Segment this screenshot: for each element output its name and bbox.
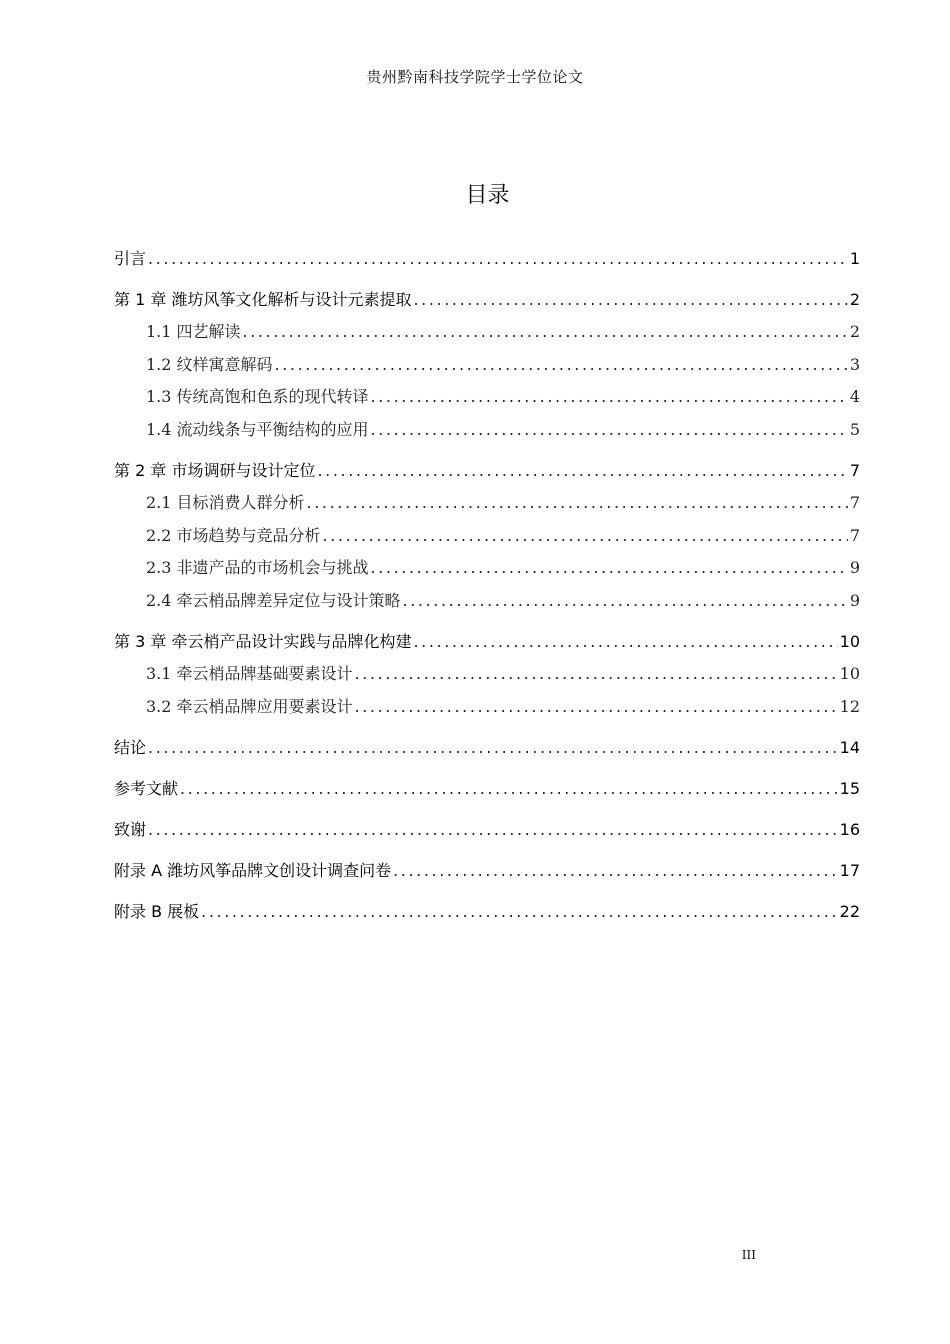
toc-dot-leader xyxy=(413,628,837,656)
toc-entry-page: 10 xyxy=(839,664,860,683)
toc-entry-label: 第 1 章 潍坊风筝文化解析与设计元素提取 xyxy=(114,290,412,309)
toc-dot-leader xyxy=(393,857,838,885)
toc-entry-page: 4 xyxy=(849,387,860,406)
running-header: 贵州黔南科技学院学士学位论文 xyxy=(366,68,584,86)
toc-entry-page: 15 xyxy=(839,779,860,798)
toc-section-entry[interactable] xyxy=(114,416,860,449)
toc-section-entry[interactable] xyxy=(114,318,860,351)
toc-dot-leader xyxy=(148,245,848,273)
toc-dot-leader xyxy=(371,416,848,444)
toc-entry-page: 1 xyxy=(849,249,860,268)
toc-dot-leader xyxy=(243,318,848,346)
toc-dot-leader xyxy=(403,587,848,615)
toc-title: 目录 xyxy=(465,183,510,208)
toc-entry-page: 7 xyxy=(849,525,860,545)
toc-section-entry[interactable] xyxy=(114,522,860,555)
toc-entry-page: 5 xyxy=(849,419,860,439)
toc-entry-page: 14 xyxy=(839,738,860,757)
toc-entry-label: 3.1 牵云梢品牌基础要素设计 xyxy=(146,664,353,683)
toc-chapter-entry[interactable] xyxy=(114,857,860,889)
toc-entry-label: 1.1 四艺解读 xyxy=(146,322,241,341)
toc-entry-label: 第 2 章 市场调研与设计定位 xyxy=(114,461,316,480)
toc-dot-leader xyxy=(317,457,847,485)
toc-entry-page: 3 xyxy=(849,354,860,374)
toc-entry-label: 1.4 流动线条与平衡结构的应用 xyxy=(146,419,369,439)
toc-dot-leader xyxy=(201,898,837,926)
toc-entry-label: 1.3 传统高饱和色系的现代转译 xyxy=(146,387,369,406)
toc-dot-leader xyxy=(180,775,838,803)
toc-entry-page: 2 xyxy=(849,290,860,309)
toc-entry-page: 16 xyxy=(839,820,860,839)
toc-section-entry[interactable] xyxy=(114,351,860,384)
toc-entry-page: 10 xyxy=(839,632,860,651)
toc-chapter-entry[interactable] xyxy=(114,775,860,807)
toc-entry-label: 1.2 纹样寓意解码 xyxy=(146,354,273,374)
toc-chapter-entry[interactable] xyxy=(114,628,860,660)
toc-dot-leader xyxy=(323,522,848,550)
toc-section-entry[interactable] xyxy=(114,693,860,726)
toc-entry-label: 附录 A 潍坊风筝品牌文创设计调查问卷 xyxy=(114,861,392,880)
toc-entry-page: 12 xyxy=(839,696,860,716)
toc-chapter-entry[interactable] xyxy=(114,286,860,318)
toc-entry-label: 2.1 目标消费人群分析 xyxy=(146,493,305,512)
toc-entry-label: 引言 xyxy=(114,249,147,268)
toc-dot-leader xyxy=(148,816,838,844)
page-number: III xyxy=(741,1248,756,1262)
toc-dot-leader xyxy=(307,489,848,517)
toc-entry-label: 致谢 xyxy=(114,820,147,839)
toc-section-entry[interactable] xyxy=(114,554,860,587)
toc-dot-leader xyxy=(413,286,847,314)
toc-entry-label: 附录 B 展板 xyxy=(114,902,200,921)
toc-entry-page: 9 xyxy=(849,558,860,577)
toc-chapter-entry[interactable] xyxy=(114,245,860,277)
toc-section-entry[interactable] xyxy=(114,660,860,693)
toc-entry-page: 2 xyxy=(849,322,860,341)
toc-entry-label: 2.2 市场趋势与竞品分析 xyxy=(146,525,321,545)
toc-chapter-entry[interactable] xyxy=(114,898,860,930)
toc-section-entry[interactable] xyxy=(114,383,860,416)
toc-section-entry[interactable] xyxy=(114,587,860,620)
toc-entry-label: 结论 xyxy=(114,738,147,757)
toc-entry-label: 第 3 章 牵云梢产品设计实践与品牌化构建 xyxy=(114,632,412,651)
toc-entry-label: 3.2 牵云梢品牌应用要素设计 xyxy=(146,696,353,716)
table-of-contents xyxy=(114,245,860,930)
toc-entry-page: 9 xyxy=(849,590,860,610)
toc-dot-leader xyxy=(148,734,838,762)
toc-dot-leader xyxy=(371,383,848,411)
toc-section-entry[interactable] xyxy=(114,489,860,522)
toc-dot-leader xyxy=(355,693,838,721)
toc-dot-leader xyxy=(371,554,848,582)
toc-entry-label: 2.4 牵云梢品牌差异定位与设计策略 xyxy=(146,590,401,610)
toc-entry-page: 7 xyxy=(849,493,860,512)
toc-entry-page: 22 xyxy=(839,902,860,921)
toc-chapter-entry[interactable] xyxy=(114,816,860,848)
toc-dot-leader xyxy=(355,660,838,688)
toc-chapter-entry[interactable] xyxy=(114,734,860,766)
toc-entry-page: 17 xyxy=(839,861,860,880)
toc-entry-label: 参考文献 xyxy=(114,779,179,798)
toc-dot-leader xyxy=(275,351,848,379)
toc-chapter-entry[interactable] xyxy=(114,457,860,489)
toc-entry-page: 7 xyxy=(849,461,860,480)
toc-entry-label: 2.3 非遗产品的市场机会与挑战 xyxy=(146,558,369,577)
